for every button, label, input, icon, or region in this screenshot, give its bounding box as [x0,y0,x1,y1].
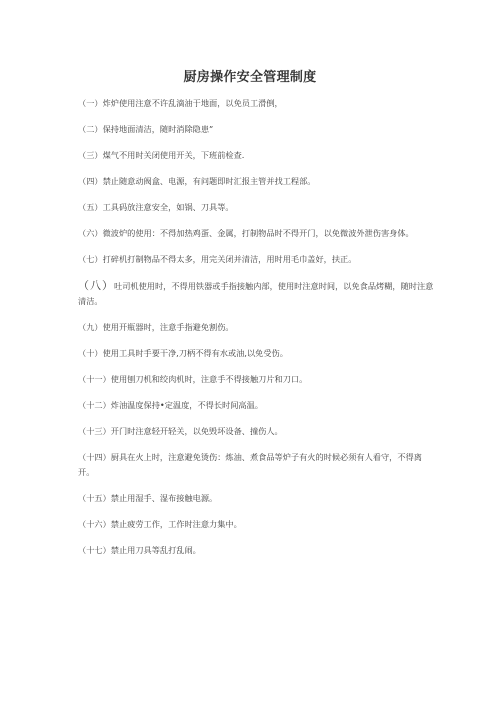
item-text: （一）炸炉使用注意不许乱滴油于地面，以免员工滑倒， [78,98,283,108]
list-item [78,543,436,558]
list-item [78,320,436,335]
item-text: （五）工具码放注意安全，如锅、刀具等。 [78,202,234,212]
list-item [78,96,436,111]
item-text: （三）煤气不用时关闭使用开关，下班前检查. [78,150,245,160]
list-item [78,398,436,413]
list-item [78,372,436,387]
item-text: （七）打碎机打制物品不得太多，用完关闭并清洁，用时用毛巾盖好，扶正。 [78,254,357,264]
list-item [78,450,436,480]
list-item [78,424,436,439]
item-text: （十一）使用刨刀机和绞肉机时，注意手不得接触刀片和刀口。 [78,374,308,384]
item-number: （八） [78,279,114,292]
item-text: （六）微波炉的使用：不得加热鸡蛋、金属，打制物品时不得开门，以免微波外泄伤害身体。 [78,228,414,238]
list-item [78,278,436,309]
rules-list [78,96,436,569]
list-item [78,174,436,189]
item-text: （十四）厨具在火上时，注意避免烫伤：炼油、煮食品等炉子有火的时候必须有人看守，不得离开。 [78,452,422,477]
item-text: （十二）炸油温度保持•定温度，不得长时间高温。 [78,400,263,410]
list-item [78,148,436,163]
item-text: （十）使用工具时手要干净,刀柄不得有水或油,以免受伤。 [78,348,288,358]
list-item [78,252,436,267]
item-text: （十五）禁止用湿手、湿布接触电源。 [78,493,218,503]
item-text: （九）使用开瓶器时，注意手指避免割伤。 [78,322,234,332]
item-text: （四）禁止随意动阀盒、电源，有问题即时汇报主管并找工程部。 [78,176,316,186]
item-text: （十六）禁止疲劳工作，工作时注意力集中。 [78,519,242,529]
page-title: 厨房操作安全管理制度 [183,70,317,85]
list-item [78,200,436,215]
list-item [78,226,436,241]
item-text: （十三）开门时注意轻开轻关，以免毁坏设备、撞伤人。 [78,426,283,436]
list-item [78,122,436,137]
item-text: （十七）禁止用刀具等乱打乱闹。 [78,545,201,555]
item-text: （二）保持地面清洁，随时消除隐患” [78,124,214,134]
item-text: 吐司机使用时，不得用铁器或手指接触内部，使用时注意时间，以免食品烤糊，随时注意清洁。 [78,281,434,306]
list-item [78,517,436,532]
list-item [78,491,436,506]
list-item [78,346,436,361]
